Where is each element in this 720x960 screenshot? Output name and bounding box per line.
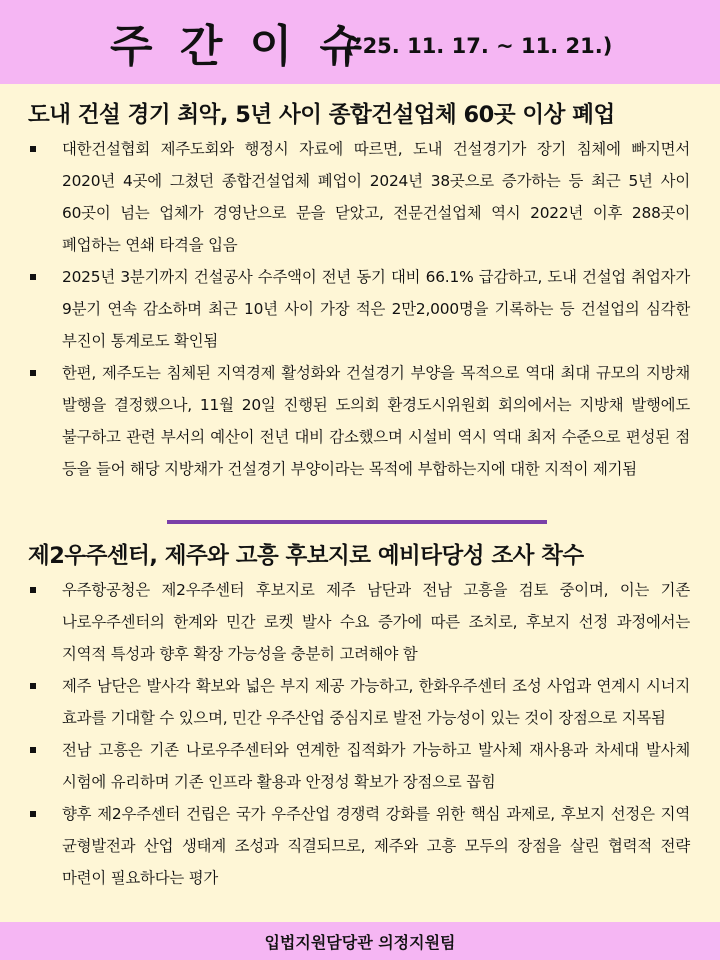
bullet-icon [30, 370, 36, 376]
bullet-icon [30, 587, 36, 593]
footer-banner [0, 922, 720, 960]
bullet-icon [30, 683, 36, 689]
bullet-text: 우주항공청은 제2우주센터 후보지로 제주 남단과 전남 고흥을 검토 중이며, 이는 기존 나로우주센터의 한계와 민간 로켓 발사 수요 증가에 따른 조치로, 후보지 선정 과정에서는 지역적 특성과 향후 확장 가능성을 충분히 고려해야 함 [62, 581, 690, 663]
list-item [22, 261, 690, 357]
bullet-text: 2025년 3분기까지 건설공사 수주액이 전년 동기 대비 66.1% 급감하고, 도내 건설업 취업자가 9분기 연속 감소하며 최근 10년 사이 가장 적은 2만2,000명을 기록하는 등 건설업의 심각한 부진이 통계로도 확인됨 [62, 268, 690, 350]
bullet-icon [30, 747, 36, 753]
date-range: (’25. 11. 17. ~ 11. 21.) [345, 34, 613, 58]
bullet-text: 제주 남단은 발사각 확보와 넓은 부지 제공 가능하고, 한화우주센터 조성 사업과 연계시 시너지 효과를 기대할 수 있으며, 민간 우주산업 중심지로 발전 가능성이 있는 것이 장점으로 지목됨 [62, 677, 690, 727]
list-item [22, 670, 690, 734]
list-item [22, 798, 690, 894]
page-title: 주 간 이 슈 [110, 21, 368, 72]
footer-text: 입법지원담당관 의정지원팀 [264, 933, 456, 952]
bullet-text: 향후 제2우주센터 건립은 국가 우주산업 경쟁력 강화를 위한 핵심 과제로, 후보지 선정은 지역 균형발전과 산업 생태계 조성과 직결되므로, 제주와 고흥 모두의 장점을 살린 협력적 전략 마련이 필요하다는 평가 [62, 805, 690, 887]
bullet-icon [30, 146, 36, 152]
list-item [22, 133, 690, 261]
section-title: 도내 건설 경기 최악, 5년 사이 종합건설업체 60곳 이상 폐업 [28, 102, 615, 128]
header-banner [0, 0, 720, 84]
bullet-list [22, 574, 690, 894]
bullet-icon [30, 811, 36, 817]
bullet-list [22, 133, 690, 485]
bullet-text: 한편, 제주도는 침체된 지역경제 활성화와 건설경기 부양을 목적으로 역대 최대 규모의 지방채 발행을 결정했으나, 11월 20일 진행된 도의회 환경도시위원회 회의에서는 지방채 발행에도 불구하고 관련 부서의 예산이 전년 대비 감소했으며 시설비 역시 역대 최저 수준으로 편성된 점 등을 들어 해당 지방채가 건설경기 부양이라는 목적에 부합하는지에 대한 지적이 제기됨 [62, 364, 690, 478]
bullet-text: 대한건설협회 제주도회와 행정시 자료에 따르면, 도내 건설경기가 장기 침체에 빠지면서 2020년 4곳에 그쳤던 종합건설업체 폐업이 2024년 38곳으로 증가하는 등 최근 5년 사이 60곳이 넘는 업체가 경영난으로 문을 닫았고, 전문건설업체 역시 2022년 이후 288곳이 폐업하는 연쇄 타격을 입음 [62, 140, 690, 254]
bullet-text: 전남 고흥은 기존 나로우주센터와 연계한 집적화가 가능하고 발사체 재사용과 차세대 발사체 시험에 유리하며 기존 인프라 활용과 안정성 확보가 장점으로 꼽힘 [62, 741, 690, 791]
bullet-icon [30, 274, 36, 280]
list-item [22, 574, 690, 670]
list-item [22, 734, 690, 798]
list-item [22, 357, 690, 485]
section-title: 제2우주센터, 제주와 고흥 후보지로 예비타당성 조사 착수 [28, 543, 584, 569]
section-divider [167, 520, 547, 524]
